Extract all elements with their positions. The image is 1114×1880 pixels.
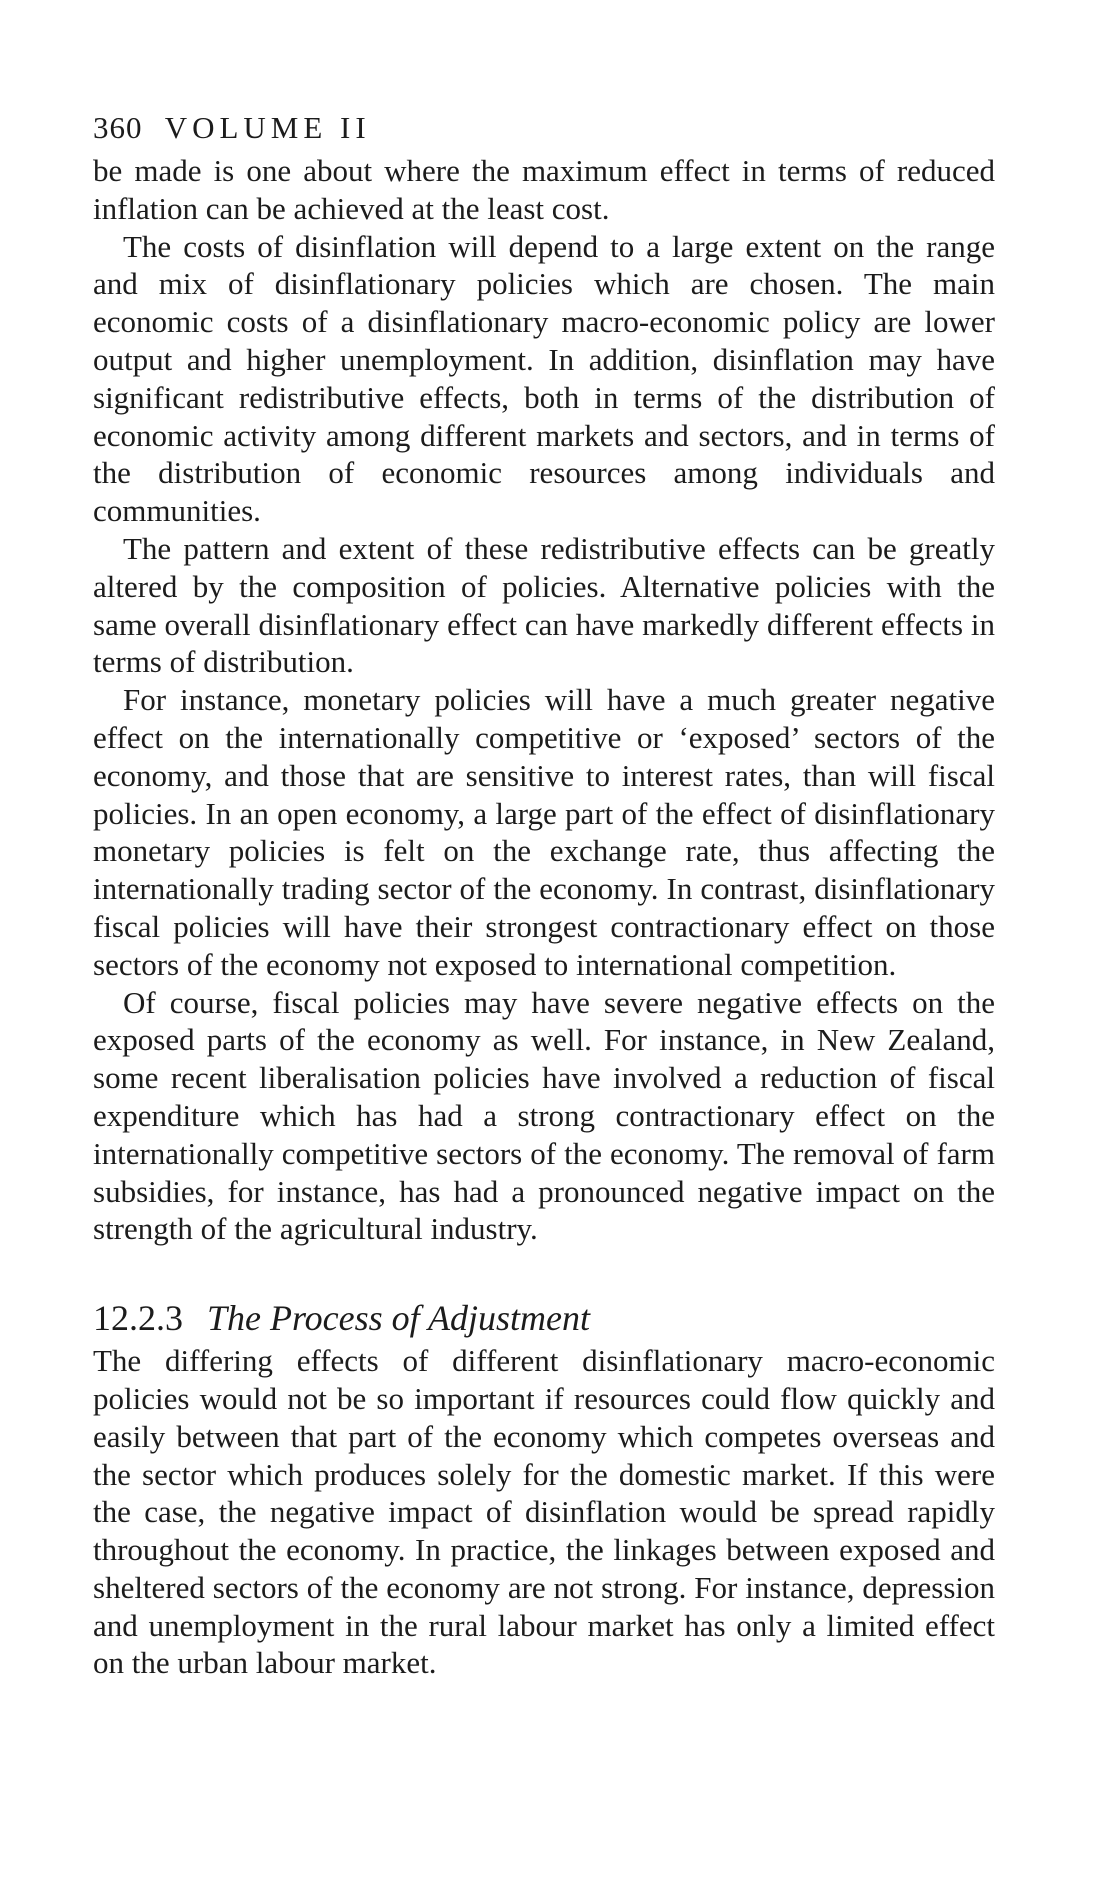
paragraph-monetary-policies: For instance, monetary policies will have a much greater negative effect on the internationally competitive or ‘exposed’ sectors of the economy, and those that are sensitive to interest rates, than will fiscal policies. In an open economy, a large part of the effect of disinflationary monetary policies is felt on the exchange rate, thus affecting the internationally trading sector of the economy. In contrast, disinflationary fiscal policies will have their strongest contractionary effect on those sectors of the economy not exposed to international competition. — [93, 682, 995, 982]
page-number: 360 — [93, 110, 143, 145]
paragraph-continued: be made is one about where the maximum effect in terms of reduced inflation can be achieved at the least cost. — [93, 153, 995, 226]
paragraph-fiscal-policies: Of course, fiscal policies may have severe negative effects on the exposed parts of the economy as well. For instance, in New Zealand, some recent liberalisation policies have involved a reduction of fiscal expenditure which has had a strong contractionary effect on the internationally competitive sectors of the economy. The removal of farm subsidies, for instance, has had a pronounced negative impact on the strength of the agricultural industry. — [93, 984, 995, 1247]
section-heading — [93, 1296, 995, 1340]
paragraph-costs-of-disinflation: The costs of disinflation will depend to a large extent on the range and mix of disinflationary policies which are chosen. The main economic costs of a disinflationary macro-economic policy are lower output and higher unemployment. In addition, disinflation may have significant redistributive effects, both in terms of the distribution of economic activity among different markets and sectors, and in terms of the distribution of economic resources among individuals and communities. — [93, 228, 995, 529]
section-number: 12.2.3 — [93, 1298, 183, 1339]
paragraph-process-of-adjustment: The differing effects of different disinflationary macro-economic policies would not be so important if resources could flow quickly and easily between that part of the economy which competes overseas and the sector which produces solely for the domestic market. If this were the case, the negative impact of disinflation would be spread rapidly throughout the economy. In practice, the linkages between exposed and sheltered sectors of the economy are not strong. For instance, depression and unemployment in the rural labour market has only a limited effect on the urban labour market. — [93, 1343, 995, 1681]
section-title: The Process of Adjustment — [207, 1298, 590, 1339]
running-head — [93, 108, 995, 148]
running-title: VOLUME II — [164, 110, 371, 145]
paragraph-redistributive-effects: The pattern and extent of these redistributive effects can be greatly altered by the composition of policies. Alternative policies with the same overall disinflationary effect can have markedly different effects in terms of distribution. — [93, 530, 995, 680]
book-page — [93, 108, 995, 1682]
